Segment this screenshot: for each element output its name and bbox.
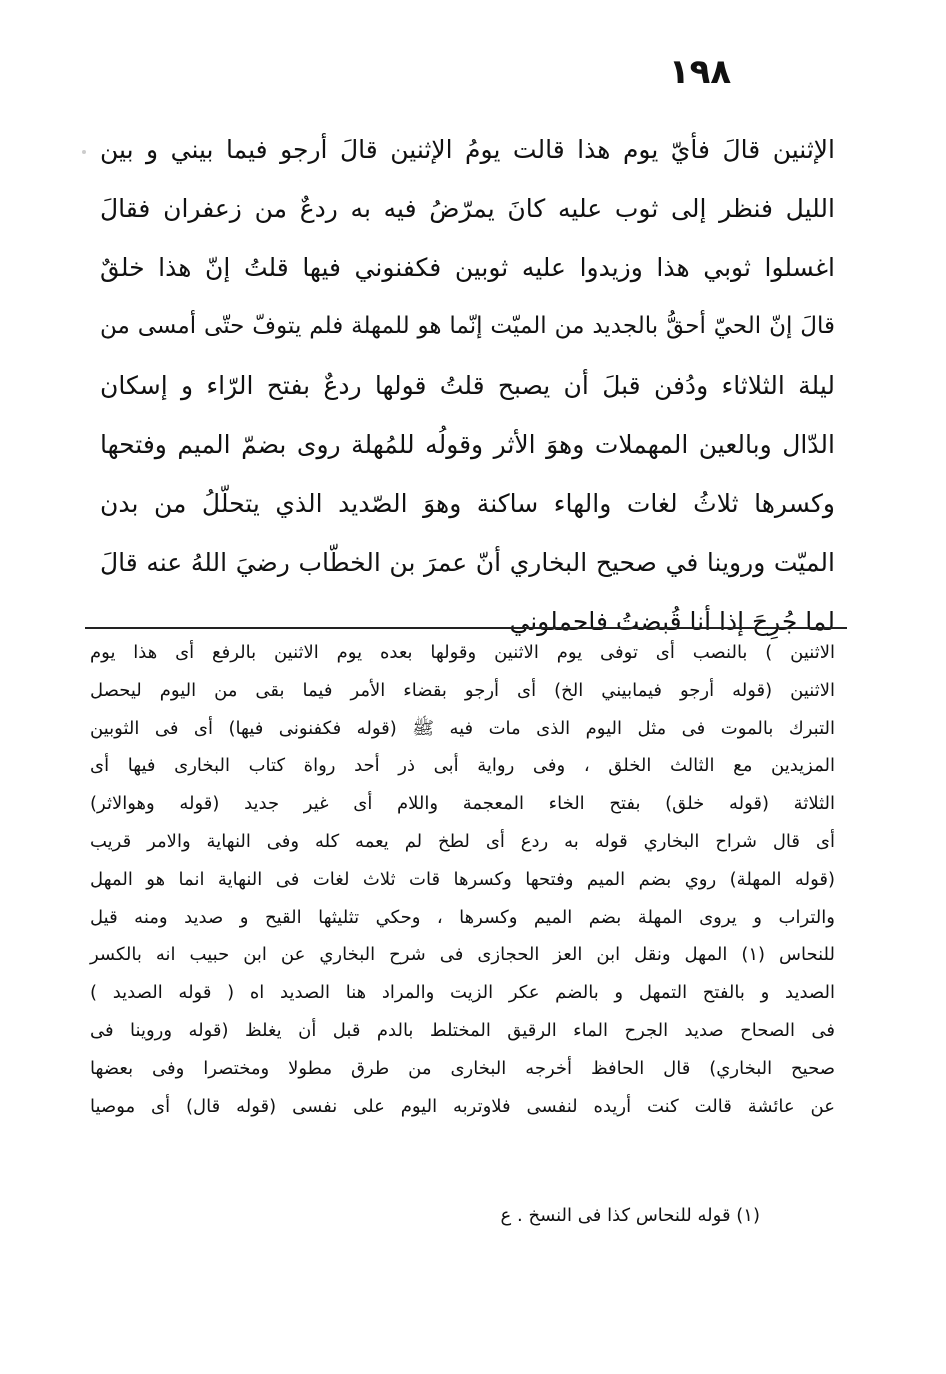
commentary-divider — [85, 627, 847, 629]
commentary-line: المزيدين مع الثالث الخلق ، وفى رواية أبى ذر أحد رواة كتاب البخارى فيها أى — [90, 755, 835, 777]
main-text-line: ليلة الثلاثاء ودُفن قبلَ أن يصبح قلتُ قولها ردعٌ بفتح الرّاء و إسكان — [100, 371, 835, 400]
commentary-block — [90, 634, 835, 1125]
main-text-line: قالَ إنّ الحيّ أحقُّ بالجديد من الميّت إنّما هو للمهلة فلم يتوفّ حتّى أمسى من — [100, 313, 835, 339]
commentary-line: (قوله المهلة) روي بضم الميم وفتحها وكسرها قات ثلاث لغات فى النهاية انما هو المهل — [90, 868, 835, 890]
commentary-line: صحيح البخاري) قال الحافظ أخرجه البخارى من طرق مطولا ومختصرا وفى بعضها — [90, 1057, 835, 1079]
commentary-line: والتراب و يروى المهلة بضم الميم وكسرها ، وحكي تثليثها القيح و صديد ومنه قيل — [90, 906, 835, 928]
commentary-line: عن عائشة قالت كنت أريده لنفسى فلاوتربه اليوم على نفسى (قوله قال) أى موصيا — [90, 1095, 835, 1117]
commentary-line: الثلاثة (قوله خلق) بفتح الخاء المعجمة واللام أى غير جديد (قوله وهوالاثر) — [90, 793, 835, 815]
main-text-line: الميّت وروينا في صحيح البخاري أنّ عمرَ بن الخطّاب رضيَ اللهُ عنه قالَ — [100, 548, 835, 577]
commentary-line: للنحاس (١) المهل ونقل ابن العز الحجازى فى شرح البخاري عن ابن حبيب انه بالكسر — [90, 944, 835, 966]
main-text-line: الليل فنظر إلى ثوب عليه كانَ يمرّضُ فيه به ردعٌ من زعفران فقالَ — [100, 194, 835, 223]
main-text-line: اغسلوا ثوبي هذا وزيدوا عليه ثوبين فكفنوني فيها قلتُ إنّ هذا خلقٌ — [100, 253, 835, 282]
scan-speck — [82, 150, 86, 154]
main-text-line: لما جُرِحَ إذا أنا قُبضتُ فاحملوني — [509, 607, 835, 636]
page-number: ١٩٨ — [668, 52, 732, 92]
commentary-line: التبرك بالموت فى مثل اليوم الذى مات فيه ﷺ (قوله فكفنونى فيها) أى فى الثوبين — [90, 717, 835, 739]
commentary-line: فى الصحاح صديد الجرح الماء الرقيق المختلط بالدم قبل أن يغلظ (قوله وروينا فى — [90, 1019, 835, 1041]
commentary-line: الاثنين (قوله أرجو فيمابيني الخ) أى أرجو بقضاء الأمر فيما بقى من اليوم ليحصل — [90, 679, 835, 701]
commentary-line: الصديد و بالفتح التمهل و بالضم عكر الزيت والمراد هنا الصديد اه ( قوله الصديد ) — [90, 982, 835, 1004]
main-text-line: الدّال وبالعين المهملات وهوَ الأثر وقولُه للمُهلة روى بضمّ الميم وفتحها — [100, 430, 835, 459]
main-text-line: الإثنين قالَ فأيّ يوم هذا قالت يومُ الإثنين قالَ أرجو فيما بيني و بين — [100, 135, 835, 164]
commentary-line: الاثنين ) بالنصب أى توفى يوم الاثنين وقولها بعده يوم الاثنين بالرفع أى هذا يوم — [90, 642, 835, 663]
main-text-line: وكسرها ثلاثُ لغات والهاء ساكنة وهوَ الصّديد الذي يتحلّلُ من بدن — [100, 489, 835, 518]
commentary-line: أى قال شراح البخاري قوله به ردع أى لطخ لم يعمه كله وفى النهاية والامر قريب — [90, 830, 835, 852]
footnote: (١) قوله للنحاس كذا فى النسخ . ع — [500, 1205, 760, 1226]
main-text-block — [100, 120, 835, 651]
